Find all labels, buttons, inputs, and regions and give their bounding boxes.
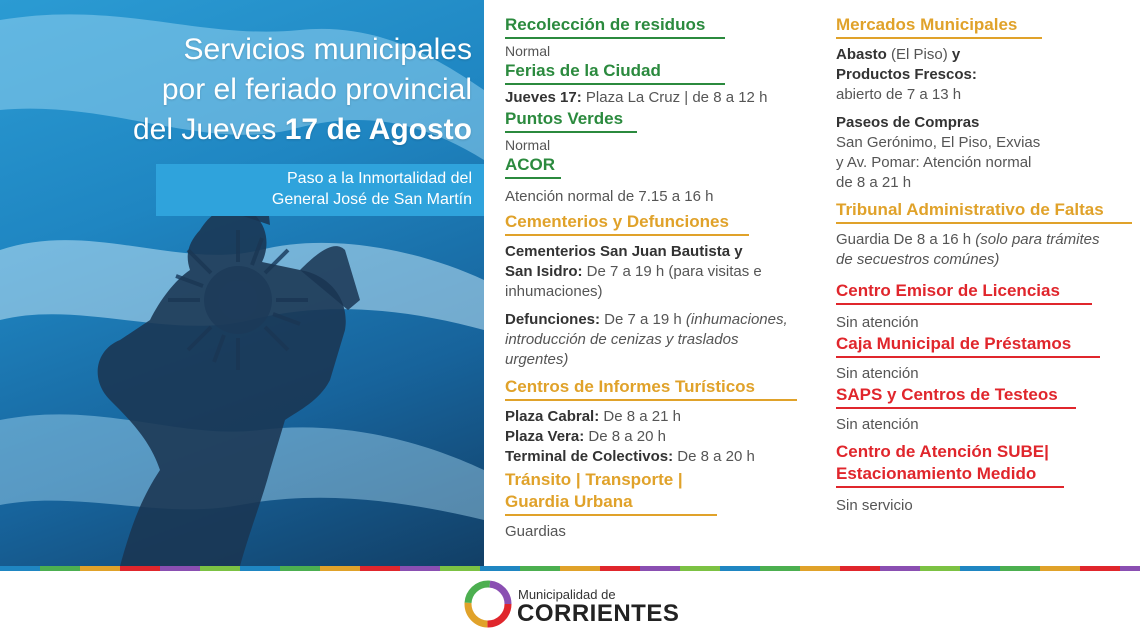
turisticos-terminal-hours: De 8 a 20 h	[673, 448, 755, 465]
defunciones-note1: (inhumaciones,	[685, 311, 788, 328]
abasto-hours: abierto de 7 a 13 h	[836, 86, 962, 103]
cementerios-name2: San Isidro:	[505, 263, 583, 280]
services-column-middle	[505, 14, 825, 542]
saps-text: Sin atención	[836, 416, 919, 433]
cementerios-note: inhumaciones)	[505, 283, 603, 300]
cementerios-text	[505, 242, 825, 302]
section-title-caja: Caja Municipal de Préstamos	[836, 333, 1100, 358]
turisticos-vera: Plaza Vera:	[505, 428, 585, 445]
hero-title-line1: Servicios municipales	[183, 33, 472, 66]
paseos-line3: de 8 a 21 h	[836, 174, 912, 191]
caja-text: Sin atención	[836, 365, 919, 382]
defunciones-hours: De 7 a 19 h	[600, 311, 686, 328]
hero-title-line2: por el feriado provincial	[161, 73, 472, 106]
paseos-label: Paseos de Compras	[836, 114, 980, 131]
tribunal-note1: (solo para trámites	[975, 231, 1100, 248]
logo-text-top: Municipalidad de	[518, 587, 616, 602]
section-title-licencias: Centro Emisor de Licencias	[836, 280, 1092, 305]
hero-title-line3-prefix: del Jueves	[132, 113, 285, 146]
color-stripe-divider	[0, 566, 1140, 571]
turisticos-cabral-hours: De 8 a 21 h	[599, 408, 681, 425]
productos-frescos-label: Productos Frescos:	[836, 66, 977, 83]
section-ferias	[505, 60, 825, 108]
defunciones-note3: urgentes)	[505, 351, 569, 368]
licencias-text: Sin atención	[836, 314, 919, 331]
paseos-line2: y Av. Pomar: Atención normal	[836, 154, 1032, 171]
section-title-recoleccion: Recolección de residuos	[505, 14, 725, 39]
section-acor	[505, 154, 825, 207]
abasto-label: Abasto	[836, 46, 887, 63]
section-mercados	[836, 14, 1136, 193]
hero-banner	[156, 164, 484, 216]
paseos-line1: San Gerónimo, El Piso, Exvias	[836, 134, 1041, 151]
section-title-acor: ACOR	[505, 154, 561, 179]
section-title-mercados: Mercados Municipales	[836, 14, 1042, 39]
transito-title-line1: Tránsito | Transporte |	[505, 470, 683, 489]
transito-title-line2: Guardia Urbana	[505, 492, 633, 511]
defunciones-note2: introducción de cenizas y traslados	[505, 331, 739, 348]
section-title-tribunal: Tribunal Administrativo de Faltas	[836, 199, 1132, 224]
turisticos-cabral: Plaza Cabral:	[505, 408, 600, 425]
hero-banner-line1: Paso a la Inmortalidad del	[287, 170, 472, 187]
tribunal-text	[836, 230, 1136, 270]
transito-text: Guardias	[505, 523, 566, 540]
sube-title-line2: Estacionamiento Medido	[836, 464, 1037, 483]
hero-title-line3	[32, 110, 472, 150]
section-cementerios	[505, 211, 825, 370]
logo-ring-icon	[462, 578, 514, 630]
section-sube	[836, 441, 1136, 516]
section-title-saps: SAPS y Centros de Testeos	[836, 384, 1076, 409]
section-title-ferias: Ferias de la Ciudad	[505, 60, 725, 85]
services-column-right	[836, 14, 1136, 516]
abasto-and: y	[951, 46, 961, 63]
tribunal-hours: Guardia De 8 a 16 h	[836, 231, 976, 248]
sube-title-line1: Centro de Atención SUBE|	[836, 442, 1049, 461]
sube-text: Sin servicio	[836, 497, 913, 514]
section-puntos-verdes	[505, 108, 825, 154]
cementerios-name: Cementerios San Juan Bautista y	[505, 243, 743, 260]
section-recoleccion	[505, 14, 825, 60]
cementerios-hours: De 7 a 19 h (para visitas e	[582, 263, 762, 280]
ferias-text	[505, 88, 825, 108]
defunciones-text	[505, 310, 825, 370]
abasto-place: (El Piso)	[886, 46, 952, 63]
logo-text-main: CORRIENTES	[517, 600, 680, 627]
section-title-transito	[505, 469, 717, 516]
section-title-sube	[836, 441, 1064, 488]
recoleccion-text: Normal	[505, 43, 551, 59]
section-caja	[836, 333, 1136, 384]
hero-title-date: 17 de Agosto	[284, 113, 472, 146]
section-title-puntos-verdes: Puntos Verdes	[505, 108, 637, 133]
turisticos-terminal: Terminal de Colectivos:	[505, 448, 674, 465]
section-saps	[836, 384, 1136, 435]
hero-banner-line2: General José de San Martín	[271, 191, 472, 208]
turisticos-vera-hours: De 8 a 20 h	[584, 428, 666, 445]
municipalidad-logo	[462, 578, 702, 632]
hero-panel	[0, 0, 484, 566]
mercados-paseos	[836, 113, 1136, 193]
hero-title	[32, 30, 472, 150]
turisticos-text	[505, 407, 825, 467]
ferias-day: Jueves 17:	[505, 89, 582, 106]
section-title-turisticos: Centros de Informes Turísticos	[505, 376, 797, 401]
ferias-detail: Plaza La Cruz | de 8 a 12 h	[581, 89, 768, 106]
tribunal-note2: de secuestros comúnes)	[836, 251, 1000, 268]
acor-text: Atención normal de 7.15 a 16 h	[505, 188, 714, 205]
mercados-abasto	[836, 45, 1136, 105]
section-tribunal	[836, 199, 1136, 270]
section-title-cementerios: Cementerios y Defunciones	[505, 211, 749, 236]
section-licencias	[836, 280, 1136, 333]
section-transito	[505, 469, 825, 542]
puntos-verdes-text: Normal	[505, 137, 551, 153]
defunciones-label: Defunciones:	[505, 311, 601, 328]
section-turisticos	[505, 376, 825, 467]
